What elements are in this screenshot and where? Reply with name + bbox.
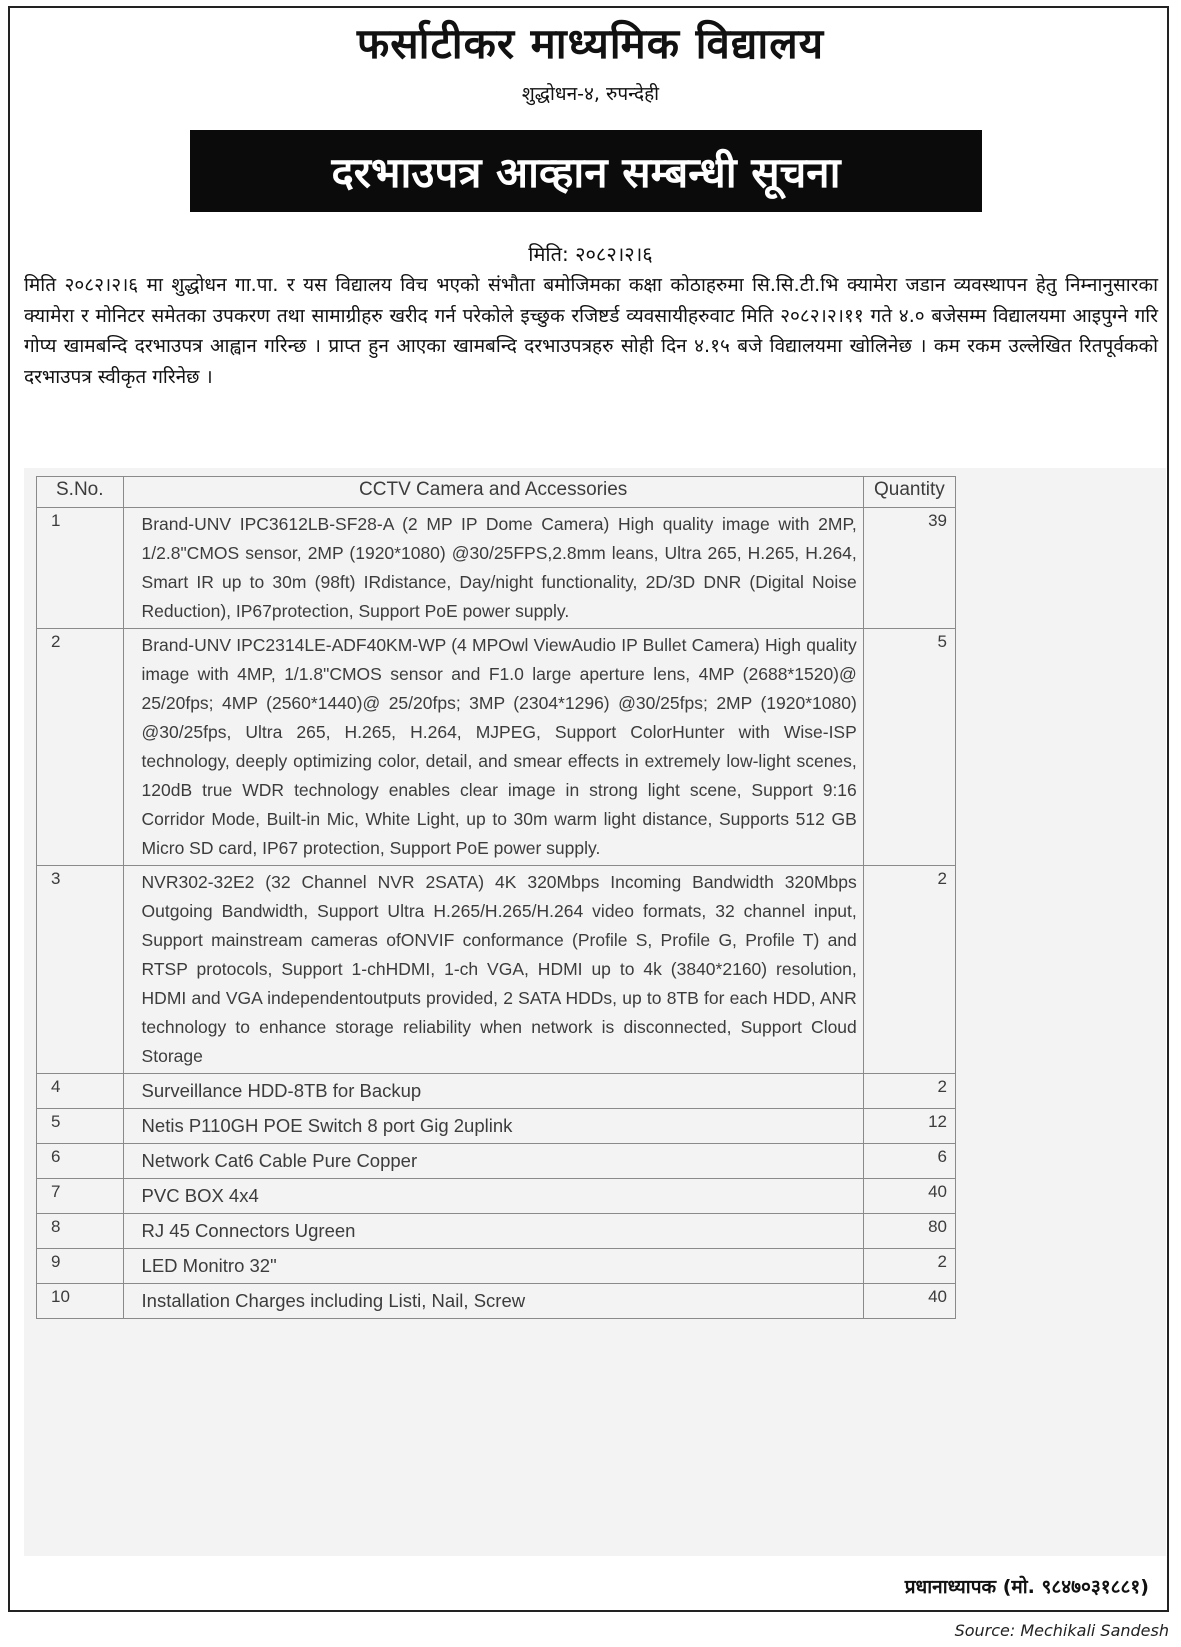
row-sn: 5 xyxy=(37,1109,124,1144)
header-description: CCTV Camera and Accessories xyxy=(123,477,863,508)
table-row xyxy=(37,1144,956,1179)
row-quantity: 6 xyxy=(863,1144,955,1179)
row-quantity: 39 xyxy=(863,508,955,629)
row-description: Brand-UNV IPC3612LB-SF28-A (2 MP IP Dome Camera) High quality image with 2MP, 1/2.8"CMOS sensor, 2MP (1920*1080) @30/25FPS,2.8mm leans, Ultra 265, H.265, H.264, Smart IR up to 30m (98ft) IRdistance, Day/night functionality, 2D/3D DNR (Digital Noise Reduction), IP67protection, Support PoE power supply. xyxy=(123,508,863,629)
notice-body-text: मिति २०८२।२।६ मा शुद्धोधन गा.पा. र यस विद्यालय विच भएको संभौता बमोजिमका कक्षा कोठाहरुमा सि.सि.टी.भि क्यामेरा जडान व्यवस्थापन हेतु निम्नानुसारका क्यामेरा र मोनिटर समेतका उपकरण तथा सामाग्रीहरु खरीद गर्न परेकोले इच्छुक रजिष्टर्ड व्यवसायीहरुवाट मिति २०८२।२।११ गते ४.० बजेसम्म विद्यालयमा आइपुग्ने गरि गोप्य खामबन्दि दरभाउपत्र आह्वान गरिन्छ । प्राप्त हुन आएका खामबन्दि दरभाउपत्रहरु सोही दिन ४.१५ बजे विद्यालयमा खोलिनेछ । कम रकम उल्लेखित रितपूर्वकको दरभाउपत्र स्वीकृत गरिनेछ । xyxy=(24,274,1158,388)
items-table xyxy=(36,476,956,1319)
row-sn: 7 xyxy=(37,1179,124,1214)
source-credit: Source: Mechikali Sandesh xyxy=(954,1621,1169,1640)
table-row xyxy=(37,1109,956,1144)
school-name: फर्साटीकर माध्यमिक विद्यालय xyxy=(356,19,825,68)
row-description: PVC BOX 4x4 xyxy=(123,1179,863,1214)
table-row xyxy=(37,1179,956,1214)
row-sn: 9 xyxy=(37,1249,124,1284)
row-description: Netis P110GH POE Switch 8 port Gig 2uplink xyxy=(123,1109,863,1144)
row-sn: 4 xyxy=(37,1074,124,1109)
row-sn: 6 xyxy=(37,1144,124,1179)
row-description: NVR302-32E2 (32 Channel NVR 2SATA) 4K 320Mbps Incoming Bandwidth 320Mbps Outgoing Bandwidth, Support Ultra H.265/H.265/H.264 video formats, 32 channel input, Support mainstream cameras ofONVIF conformance (Profile S, Profile G, Profile T) and RTSP protocols, Support 1-chHDMI, 1-ch VGA, HDMI up to 4k (3840*2160) resolution, HDMI and VGA independentoutputs provided, 2 SATA HDDs, up to 8TB for each HDD, ANR technology to enhance storage reliability when network is disconnected, Support Cloud Storage xyxy=(123,866,863,1074)
principal-signature: प्रधानाध्यापक (मो. ९८४७०३१८८१) xyxy=(904,1576,1149,1598)
row-sn: 3 xyxy=(37,866,124,1074)
row-quantity: 5 xyxy=(863,629,955,866)
row-description: LED Monitro 32" xyxy=(123,1249,863,1284)
row-quantity: 80 xyxy=(863,1214,955,1249)
row-description: Installation Charges including Listi, Nail, Screw xyxy=(123,1284,863,1319)
notice-date: मिति: २०८२।२।६ xyxy=(528,242,653,266)
row-description: Network Cat6 Cable Pure Copper xyxy=(123,1144,863,1179)
row-description: RJ 45 Connectors Ugreen xyxy=(123,1214,863,1249)
row-sn: 10 xyxy=(37,1284,124,1319)
header-sn: S.No. xyxy=(37,477,124,508)
table-row xyxy=(37,1074,956,1109)
school-address: शुद्धोधन-४, रुपन्देही xyxy=(521,83,660,105)
row-quantity: 2 xyxy=(863,866,955,1074)
row-sn: 1 xyxy=(37,508,124,629)
row-quantity: 2 xyxy=(863,1249,955,1284)
row-quantity: 2 xyxy=(863,1074,955,1109)
table-row xyxy=(37,629,956,866)
table-row xyxy=(37,508,956,629)
row-quantity: 40 xyxy=(863,1284,955,1319)
table-header-row xyxy=(37,477,956,508)
row-quantity: 12 xyxy=(863,1109,955,1144)
table-row xyxy=(37,866,956,1074)
notice-title-banner: दरभाउपत्र आव्हान सम्बन्धी सूचना xyxy=(190,130,982,212)
table-row xyxy=(37,1284,956,1319)
table-row xyxy=(37,1249,956,1284)
header-quantity: Quantity xyxy=(863,477,955,508)
table-row xyxy=(37,1214,956,1249)
row-description: Brand-UNV IPC2314LE-ADF40KM-WP (4 MPOwl ViewAudio IP Bullet Camera) High quality image with 4MP, 1/1.8"CMOS sensor and F1.0 large aperture lens, 4MP (2688*1520)@ 25/20fps; 4MP (2560*1440)@ 25/20fps; 3MP (2304*1296) @30/25fps; 2MP (1920*1080) @30/25fps, Ultra 265, H.265, H.264, MJPEG, Support ColorHunter with Wise-ISP technology, deeply optimizing color, detail, and smear effects in extremely low-light scenes, 120dB true WDR technology enables clear image in strong light scene, Support 9:16 Corridor Mode, Built-in Mic, White Light, up to 30m warm light distance, Supports 512 GB Micro SD card, IP67 protection, Support PoE power supply. xyxy=(123,629,863,866)
row-sn: 2 xyxy=(37,629,124,866)
row-sn: 8 xyxy=(37,1214,124,1249)
row-quantity: 40 xyxy=(863,1179,955,1214)
row-description: Surveillance HDD-8TB for Backup xyxy=(123,1074,863,1109)
